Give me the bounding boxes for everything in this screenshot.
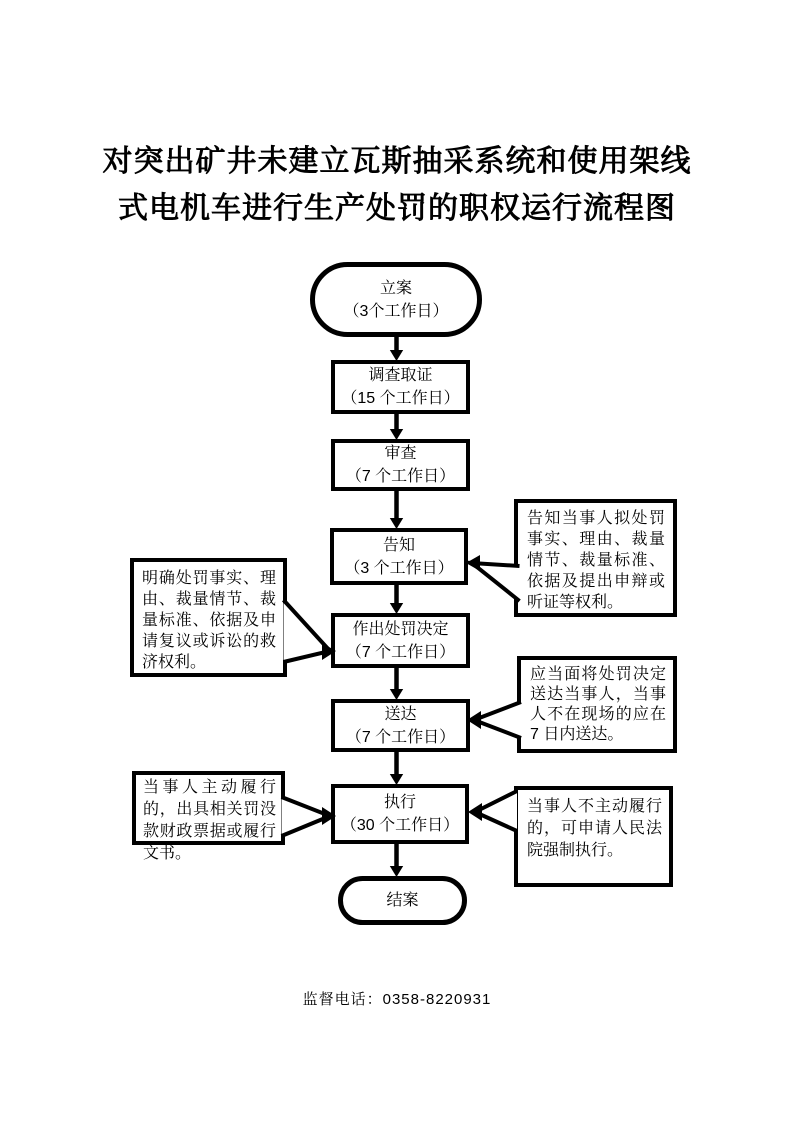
node-label: 作出处罚决定 (352, 620, 449, 638)
node-label: 立案 (379, 279, 412, 297)
down-arrow-decision-deliver (390, 666, 403, 700)
callout-text: 明确处罚事实、理由、裁量情节、裁量标准、依据及申请复议或诉讼的救济权利。 (142, 570, 276, 671)
callout-text: 应当面将处罚决定送达当事人，当事人不在现场的应在 7 日内送达。 (530, 666, 666, 743)
callout-pointer-execute-left (282, 797, 337, 836)
node-duration: （15 个工作日） (341, 390, 460, 407)
down-arrow-start-investigate (390, 335, 403, 361)
page-title (0, 138, 794, 232)
flow-node-execute (331, 784, 469, 844)
page-title-line2: 式电机车进行生产处罚的职权运行流程图 (118, 192, 676, 225)
node-duration: （3个工作日） (343, 302, 449, 320)
flow-node-notify (330, 528, 468, 585)
callout-notify-right (514, 499, 677, 617)
node-label: 送达 (384, 705, 417, 723)
down-arrow-investigate-review (390, 412, 403, 440)
callout-execute-left (132, 771, 285, 862)
flow-node-start (310, 262, 482, 337)
node-duration: （7 个工作日） (345, 643, 456, 661)
page-title-line1: 对突出矿井未建立瓦斯抽采系统和使用架线 (102, 145, 692, 178)
flow-node-review (331, 439, 470, 491)
callout-deliver-right (517, 656, 677, 753)
supervision-phone: 监督电话：0358-8220931 (302, 991, 492, 1008)
callout-pointer-decision-left (284, 600, 337, 662)
callout-pointer-deliver-right (467, 702, 521, 738)
flow-node-investigate (331, 360, 470, 414)
callout-pointer-notify-right (466, 555, 520, 601)
node-label: 调查取证 (368, 367, 433, 384)
node-label: 告知 (382, 536, 415, 554)
flow-node-end (338, 876, 467, 925)
node-label: 结案 (386, 892, 419, 909)
node-duration: （3 个工作日） (344, 559, 454, 577)
flow-node-decision (331, 613, 470, 668)
down-arrow-notify-decision (390, 583, 403, 614)
callout-text: 告知当事人拟处罚事实、理由、裁量情节、裁量标准、依据及提出申辩或听证等权利。 (527, 510, 665, 611)
callout-text: 当事人主动履行的，出具相关罚没款财政票据或履行文书。 (143, 779, 276, 862)
node-duration: （30 个工作日） (340, 817, 460, 834)
node-label: 审查 (384, 445, 417, 462)
down-arrow-deliver-execute (390, 750, 403, 785)
flow-node-deliver (331, 699, 470, 752)
callout-decision-left (130, 558, 287, 677)
callout-execute-right (514, 786, 673, 887)
down-arrow-execute-end (390, 842, 403, 877)
node-label: 执行 (383, 794, 416, 811)
down-arrow-review-notify (390, 489, 403, 529)
node-duration: （7 个工作日） (345, 728, 456, 746)
node-duration: （7 个工作日） (345, 468, 456, 485)
callout-pointer-execute-right (468, 791, 517, 831)
callout-text: 当事人不主动履行的，可申请人民法院强制执行。 (527, 798, 662, 859)
